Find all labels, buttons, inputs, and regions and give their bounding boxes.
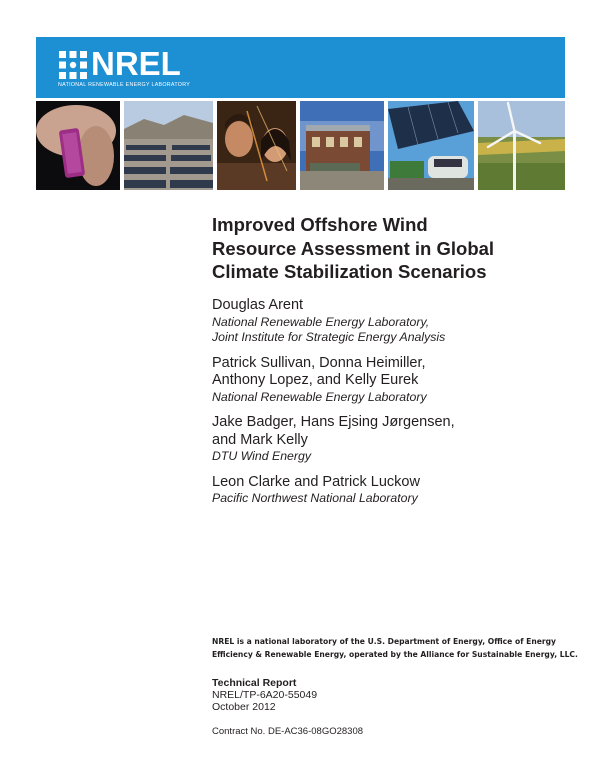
author-affiliation: Pacific Northwest National Laboratory <box>212 491 418 505</box>
author-group <box>212 414 572 465</box>
nrel-disclaimer <box>212 635 578 661</box>
author-affiliation: Joint Institute for Strategic Energy Analysis <box>212 330 446 344</box>
nrel-banner <box>36 37 565 98</box>
photo-research-building <box>300 101 384 190</box>
logo-subtitle: NATIONAL RENEWABLE ENERGY LABORATORY <box>58 82 191 88</box>
disclaimer-line: Efficiency & Renewable Energy, operated by the Alliance for Sustainable Energy, LLC. <box>212 650 578 659</box>
author-group <box>212 474 572 507</box>
report-footer <box>212 635 578 737</box>
photo-wind-turbine <box>478 101 565 190</box>
author-names: Anthony Lopez, and Kelly Eurek <box>212 372 419 388</box>
author-group <box>212 297 572 346</box>
author-affiliation: National Renewable Energy Laboratory, <box>212 314 430 329</box>
author-names: Jake Badger, Hans Ejsing Jørgensen, <box>212 414 455 430</box>
author-names: Patrick Sullivan, Donna Heimiller, <box>212 354 426 371</box>
author-names: and Mark Kelly <box>212 431 308 448</box>
report-number: NREL/TP-6A20-55049 <box>212 689 318 701</box>
author-names: Douglas Arent <box>212 297 304 313</box>
contract-number: Contract No. DE-AC36-08GO28308 <box>212 726 364 737</box>
photo-solar-car <box>388 101 474 190</box>
author-group <box>212 355 572 406</box>
report-type: Technical Report <box>212 677 297 689</box>
author-affiliation: DTU Wind Energy <box>212 449 311 463</box>
author-affiliation: National Renewable Energy Laboratory <box>212 389 427 404</box>
author-names: Leon Clarke and Patrick Luckow <box>212 473 420 490</box>
photo-researchers <box>217 101 296 190</box>
report-date: October 2012 <box>212 701 276 713</box>
report-title <box>212 213 572 284</box>
title-line: Climate Stabilization Scenarios <box>212 261 487 282</box>
disclaimer-line: NREL is a national laboratory of the U.S. Department of Energy, Office of Energy <box>212 637 557 646</box>
photo-strip <box>36 101 565 190</box>
title-line: Improved Offshore Wind <box>212 214 428 235</box>
nrel-logo-icon <box>58 50 88 80</box>
photo-solar-cell <box>36 101 120 190</box>
title-line: Resource Assessment in Global <box>212 237 495 259</box>
photo-solar-field <box>124 101 213 190</box>
report-info <box>212 677 572 713</box>
author-list <box>212 297 572 516</box>
logo-wordmark: NREL <box>91 45 181 82</box>
